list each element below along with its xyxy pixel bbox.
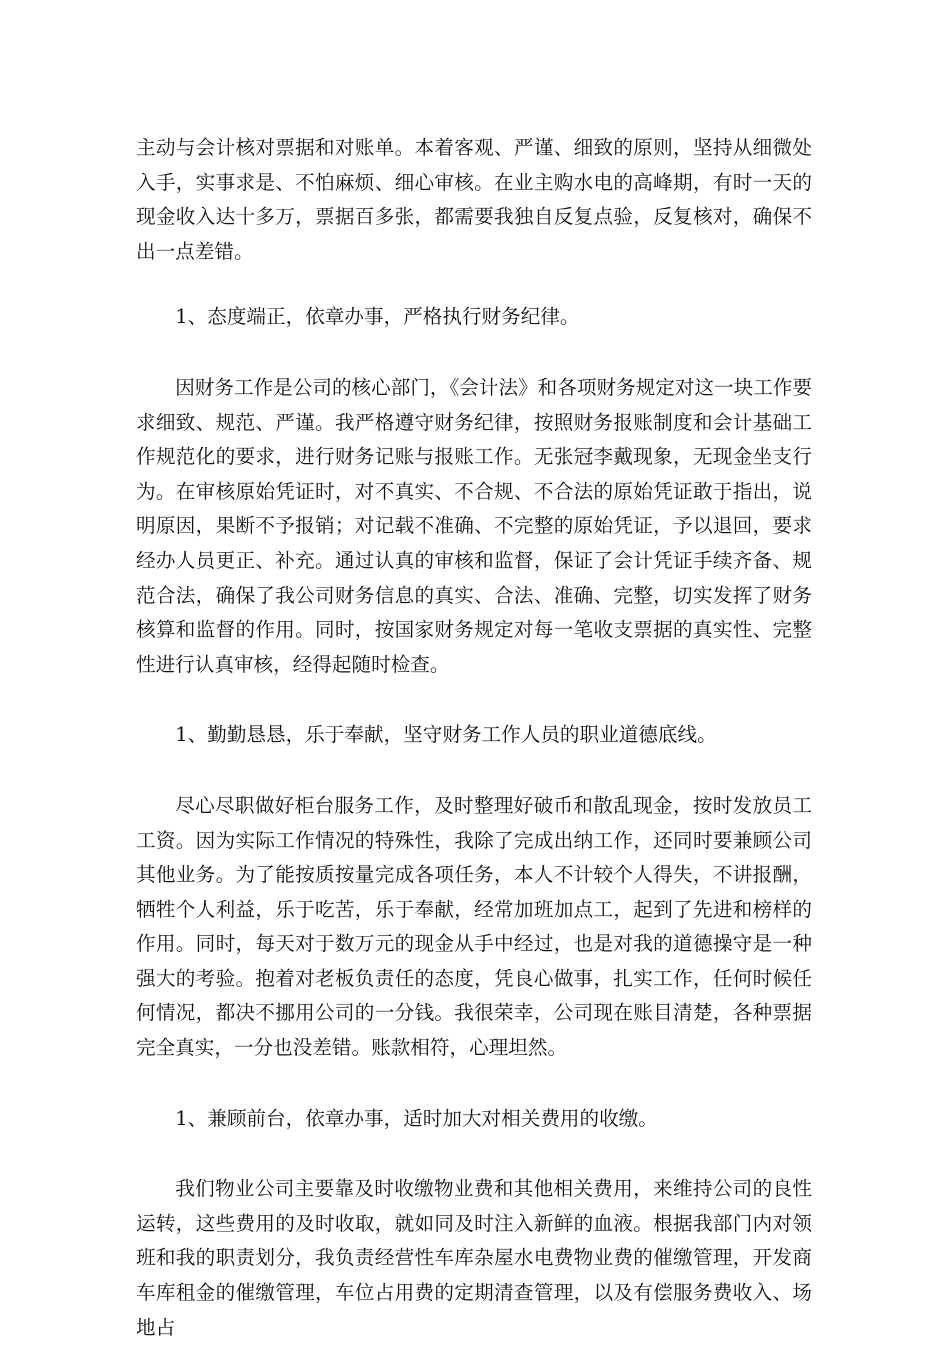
heading-financial-discipline: 1、态度端正，依章办事，严格执行财务纪律。 bbox=[175, 305, 580, 329]
paragraph-cash-verification: 主动与会计核对票据和对账单。本着客观、严谨、细致的原则，坚持从细微处入手，实事求是、不怕麻烦、细心审核。在业主购水电的高峰期，有时一天的现金收入达十多万，票据百多张，都需要我独自反复点验，反复核对，确保不出一点差错。 bbox=[136, 136, 812, 263]
heading-professional-ethics: 1、勤勤恳恳，乐于奉献，坚守财务工作人员的职业道德底线。 bbox=[175, 723, 717, 747]
paragraph-financial-discipline: 因财务工作是公司的核心部门，《会计法》和各项财务规定对这一块工作要求细致、规范、严谨。我严格遵守财务纪律，按照财务报账制度和会计基础工作规范化的要求，进行财务记账与报账工作。无张冠李戴现象，无现金坐支行为。在审核原始凭证时，对不真实、不合规、不合法的原始凭证敢于指出，说明原因，果断不予报销；对记载不准确、不完整的原始凭证，予以退回，要求经办人员更正、补充。通过认真的审核和监督，保证了会计凭证手续齐备、规范合法，确保了我公司财务信息的真实、合法、准确、完整，切实发挥了财务核算和监督的作用。同时，按国家财务规定对每一笔收支票据的真实性、完整性进行认真审核，经得起随时检查。 bbox=[136, 375, 812, 676]
paragraph-professional-ethics: 尽心尽职做好柜台服务工作，及时整理好破币和散乱现金，按时发放员工工资。因为实际工作情况的特殊性，我除了完成出纳工作，还同时要兼顾公司其他业务。为了能按质按量完成各项任务，本人不计较个人得失，不讲报酬，牺牲个人利益，乐于吃苦，乐于奉献，经常加班加点工，起到了先进和榜样的作用。同时，每天对于数万元的现金从手中经过，也是对我的道德操守是一种强大的考验。抱着对老板负责任的态度，凭良心做事，扎实工作，任何时候任何情况，都决不挪用公司的一分钱。我很荣幸，公司现在账目清楚，各种票据完全真实，一分也没差错。账款相符，心理坦然。 bbox=[136, 793, 812, 1060]
document-page bbox=[136, 131, 812, 1345]
heading-front-desk-fees: 1、兼顾前台，依章办事，适时加大对相关费用的收缴。 bbox=[175, 1106, 658, 1130]
paragraph-front-desk-fees: 我们物业公司主要靠及时收缴物业费和其他相关费用，来维持公司的良性运转，这些费用的及时收取，就如同及时注入新鲜的血液。根据我部门内对领班和我的职责划分，我负责经营性车库杂屋水电费物业费的催缴管理，开发商车库租金的催缴管理，车位占用费的定期清查管理，以及有偿服务费收入、场地占 bbox=[136, 1177, 812, 1339]
